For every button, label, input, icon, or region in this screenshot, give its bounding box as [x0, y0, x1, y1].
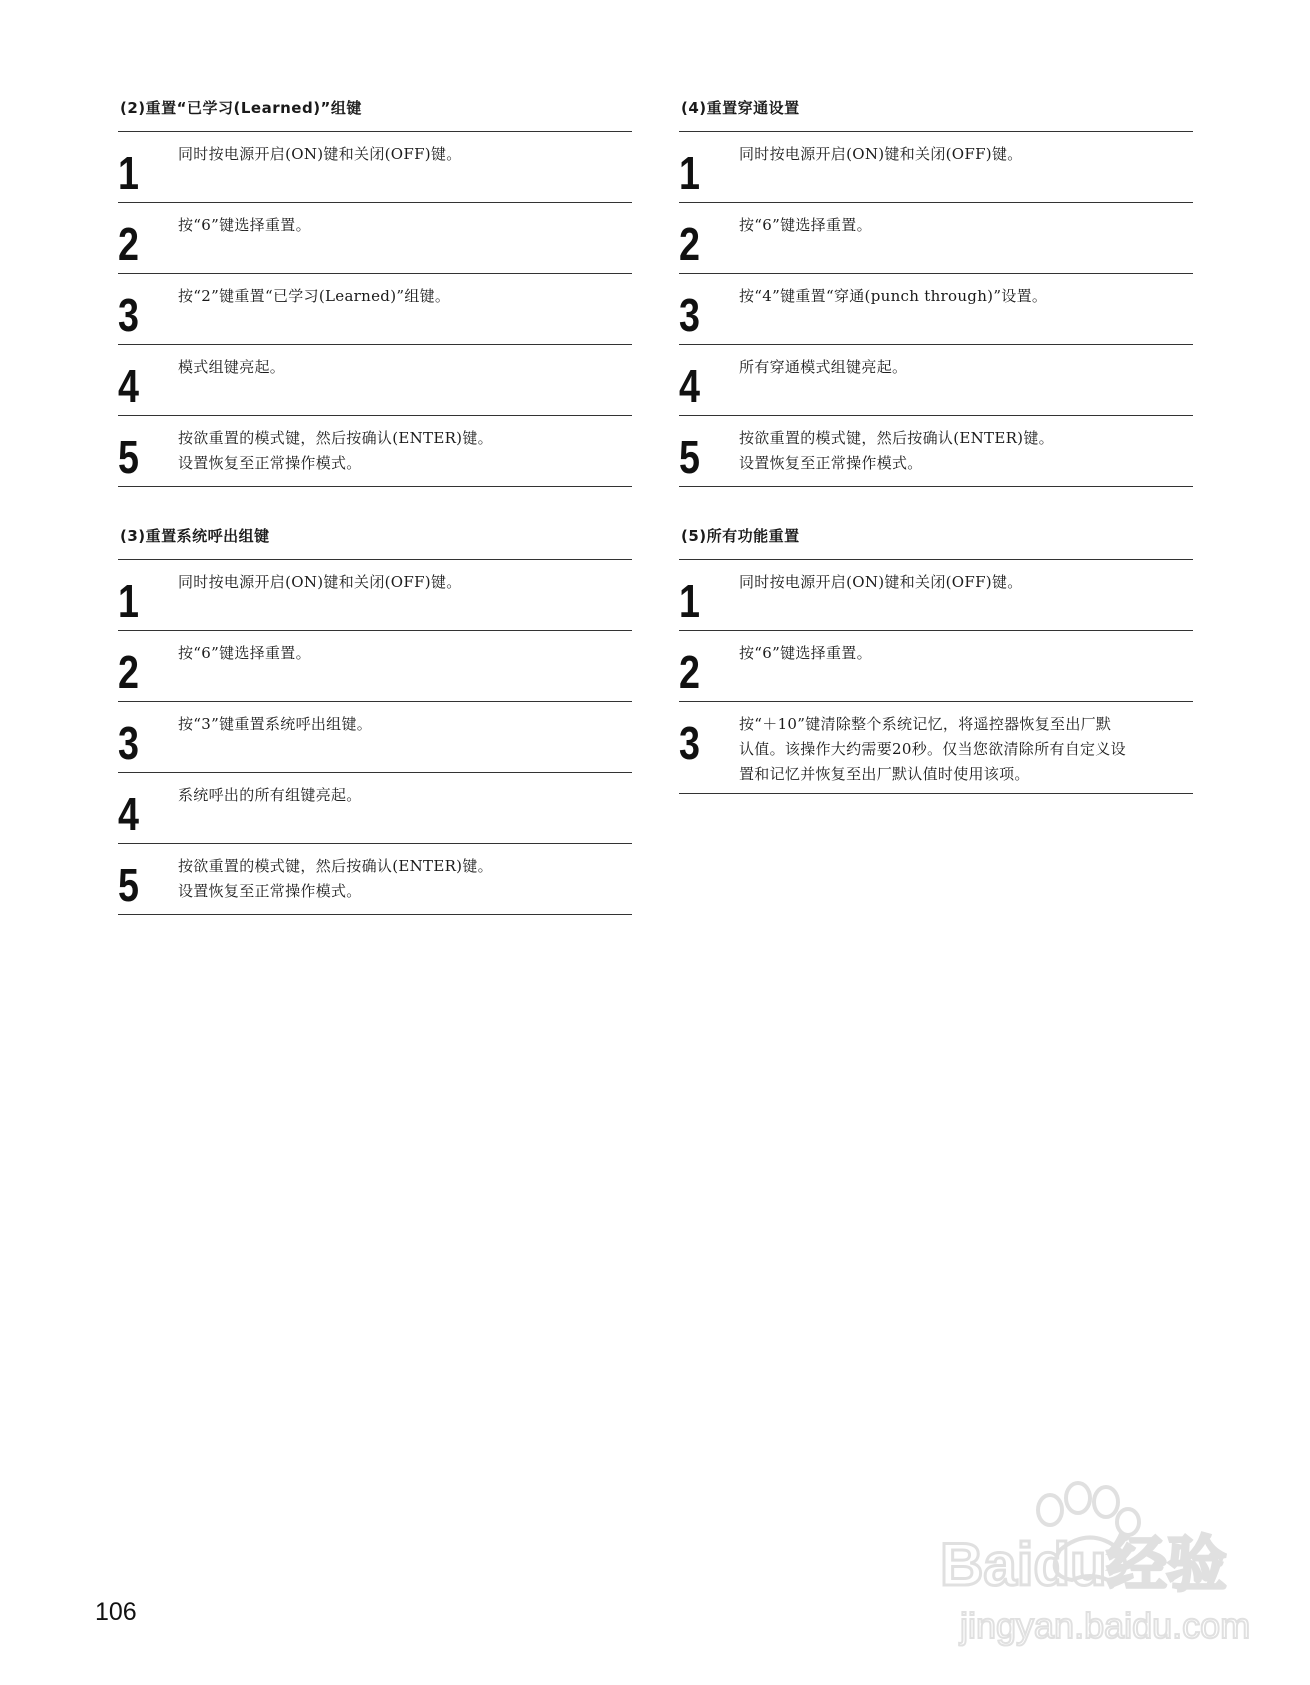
step-item	[679, 702, 1193, 794]
step-number: 4	[118, 360, 139, 412]
step-text: 按“2”键重置“已学习(Learned)”组键。	[178, 287, 451, 305]
step-number: 5	[118, 859, 139, 911]
step-text: 按“3”键重置系统呼出组键。	[178, 715, 373, 733]
step-number: 5	[118, 431, 139, 483]
step-number: 1	[118, 575, 139, 627]
step-item	[679, 345, 1193, 416]
step-text: 按欲重置的模式键，然后按确认(ENTER)键。 设置恢复至正常操作模式。	[178, 857, 493, 900]
step-item	[118, 132, 632, 203]
step-text: 同时按电源开启(ON)键和关闭(OFF)键。	[739, 573, 1023, 591]
step-item	[118, 416, 632, 487]
step-number: 3	[679, 717, 700, 769]
watermark-url: jingyan.baidu.com	[960, 1605, 1250, 1646]
step-text: 所有穿通模式组键亮起。	[739, 358, 908, 376]
baidu-watermark	[930, 1480, 1250, 1650]
step-number: 3	[118, 717, 139, 769]
step-text: 按“6”键选择重置。	[178, 644, 311, 662]
section-reset-learned	[118, 93, 632, 487]
step-text: 按“6”键选择重置。	[739, 216, 872, 234]
step-item	[118, 773, 632, 844]
step-text: 按欲重置的模式键，然后按确认(ENTER)键。 设置恢复至正常操作模式。	[178, 429, 493, 472]
step-text: 同时按电源开启(ON)键和关闭(OFF)键。	[178, 573, 462, 591]
step-number: 2	[679, 646, 700, 698]
step-number: 3	[679, 289, 700, 341]
left-column	[118, 93, 632, 949]
step-text: 模式组键亮起。	[178, 358, 286, 376]
step-text: 同时按电源开启(ON)键和关闭(OFF)键。	[739, 145, 1023, 163]
step-item	[118, 345, 632, 416]
step-number: 2	[679, 218, 700, 270]
step-item	[118, 274, 632, 345]
step-item	[679, 132, 1193, 203]
step-number: 5	[679, 431, 700, 483]
section-reset-system-callout	[118, 521, 632, 915]
section-title: (5)所有功能重置	[681, 527, 800, 545]
page-number: 106	[95, 1598, 137, 1626]
step-list	[679, 131, 1193, 487]
step-number: 4	[679, 360, 700, 412]
step-number: 2	[118, 646, 139, 698]
step-text: 按“6”键选择重置。	[178, 216, 311, 234]
step-item	[118, 631, 632, 702]
section-title: (2)重置“已学习(Learned)”组键	[120, 99, 362, 117]
step-text: 按“6”键选择重置。	[739, 644, 872, 662]
step-list	[118, 559, 632, 915]
section-title: (4)重置穿通设置	[681, 99, 800, 117]
step-number: 3	[118, 289, 139, 341]
step-item	[679, 203, 1193, 274]
section-reset-punch-through	[679, 93, 1193, 487]
right-column	[679, 93, 1193, 828]
step-number: 2	[118, 218, 139, 270]
step-item	[679, 274, 1193, 345]
step-item	[118, 560, 632, 631]
section-title: (3)重置系统呼出组键	[120, 527, 270, 545]
step-text: 按欲重置的模式键，然后按确认(ENTER)键。 设置恢复至正常操作模式。	[739, 429, 1054, 472]
step-text: 系统呼出的所有组键亮起。	[178, 786, 362, 804]
step-list	[118, 131, 632, 487]
step-item	[679, 560, 1193, 631]
step-number: 1	[118, 147, 139, 199]
step-item	[679, 416, 1193, 487]
step-text: 按“4”键重置“穿通(punch through)”设置。	[739, 287, 1048, 305]
step-item	[118, 702, 632, 773]
step-item	[679, 631, 1193, 702]
step-item	[118, 844, 632, 915]
step-number: 1	[679, 147, 700, 199]
step-item	[118, 203, 632, 274]
step-list	[679, 559, 1193, 794]
step-number: 1	[679, 575, 700, 627]
step-number: 4	[118, 788, 139, 840]
step-text: 同时按电源开启(ON)键和关闭(OFF)键。	[178, 145, 462, 163]
step-text: 按“＋10”键清除整个系统记忆，将遥控器恢复至出厂默 认值。该操作大约需要20秒。仅当您欲清除所有自定义设 置和记忆并恢复至出厂默认值时使用该项。	[739, 715, 1126, 783]
watermark-brand: Baidu经验	[940, 1531, 1227, 1598]
section-reset-all-functions	[679, 521, 1193, 794]
